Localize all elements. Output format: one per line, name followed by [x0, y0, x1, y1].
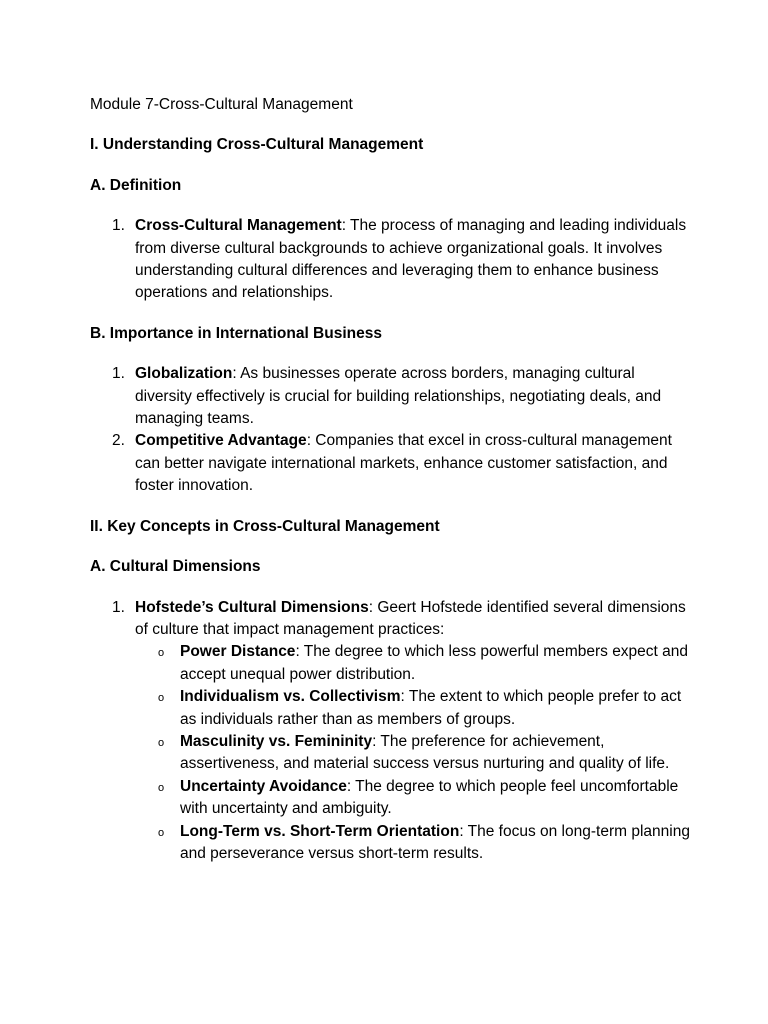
sublist-item	[135, 821, 690, 866]
term-description: : Geert Hofstede identified several dimensions of culture that impact management practices:	[135, 598, 686, 638]
document-page	[90, 94, 690, 883]
term-label: Masculinity vs. Femininity	[180, 732, 373, 750]
importance-list	[90, 363, 690, 497]
sublist-item	[135, 686, 690, 731]
bullet-marker: o	[158, 736, 165, 749]
term-description: : The focus on long-term planning and perseverance versus short-term results.	[180, 822, 690, 862]
term-label: Hofstede’s Cultural Dimensions	[135, 598, 369, 616]
term-label: Globalization	[135, 365, 233, 383]
term-label: Uncertainty Avoidance	[180, 777, 347, 795]
list-item	[90, 363, 690, 430]
bullet-marker: o	[158, 826, 165, 839]
bullet-marker: o	[158, 692, 165, 705]
subsection-heading-importance: B. Importance in International Business	[90, 324, 382, 342]
term-description: : The degree to which people feel uncomfortable with uncertainty and ambiguity.	[180, 777, 679, 818]
term-description: : As businesses operate across borders, managing cultural diversity effectively is crucial for building relationships, negotiating deals, and managing teams.	[135, 365, 662, 428]
list-number: 1.	[112, 217, 125, 235]
document-title: Module 7-Cross-Cultural Management	[90, 96, 353, 113]
bullet-marker: o	[158, 647, 165, 660]
term-label: Power Distance	[180, 643, 296, 661]
list-item	[90, 430, 690, 497]
list-item	[90, 215, 690, 305]
section-heading-1: I. Understanding Cross-Cultural Management	[90, 136, 424, 154]
term-label: Individualism vs. Collectivism	[180, 688, 401, 706]
term-description: : Companies that excel in cross-cultural management can better navigate international markets, enhance customer satisfaction, and foster innovation.	[135, 432, 672, 495]
bullet-marker: o	[158, 781, 165, 794]
section-heading-2: II. Key Concepts in Cross-Cultural Management	[90, 517, 440, 535]
definition-list	[90, 215, 690, 305]
sublist-item	[135, 641, 690, 686]
list-number: 1.	[112, 598, 125, 616]
subsection-heading-cultural-dimensions: A. Cultural Dimensions	[90, 558, 261, 576]
term-description: : The degree to which less powerful members expect and accept unequal power distribution.	[180, 643, 689, 683]
term-description: : The preference for achievement, assertiveness, and material success versus nurturing and quality of life.	[180, 732, 670, 773]
list-item	[90, 597, 690, 866]
term-label: Long-Term vs. Short-Term Orientation	[180, 822, 460, 840]
cultural-dimensions-list	[90, 597, 690, 866]
sublist-item	[135, 776, 690, 821]
list-number: 2.	[112, 432, 125, 450]
term-label: Cross-Cultural Management	[135, 217, 342, 235]
list-number: 1.	[112, 365, 125, 383]
sublist-item	[135, 731, 690, 776]
term-label: Competitive Advantage	[135, 432, 307, 450]
subsection-heading-definition: A. Definition	[90, 176, 182, 194]
term-description: : The process of managing and leading individuals from diverse cultural backgrounds to achieve organizational goals. It involves understanding cultural differences and leveraging them to enhance business operations and relationships.	[135, 217, 687, 302]
dimension-sublist	[135, 641, 690, 865]
term-description: : The extent to which people prefer to act as individuals rather than as members of groups.	[180, 688, 682, 728]
